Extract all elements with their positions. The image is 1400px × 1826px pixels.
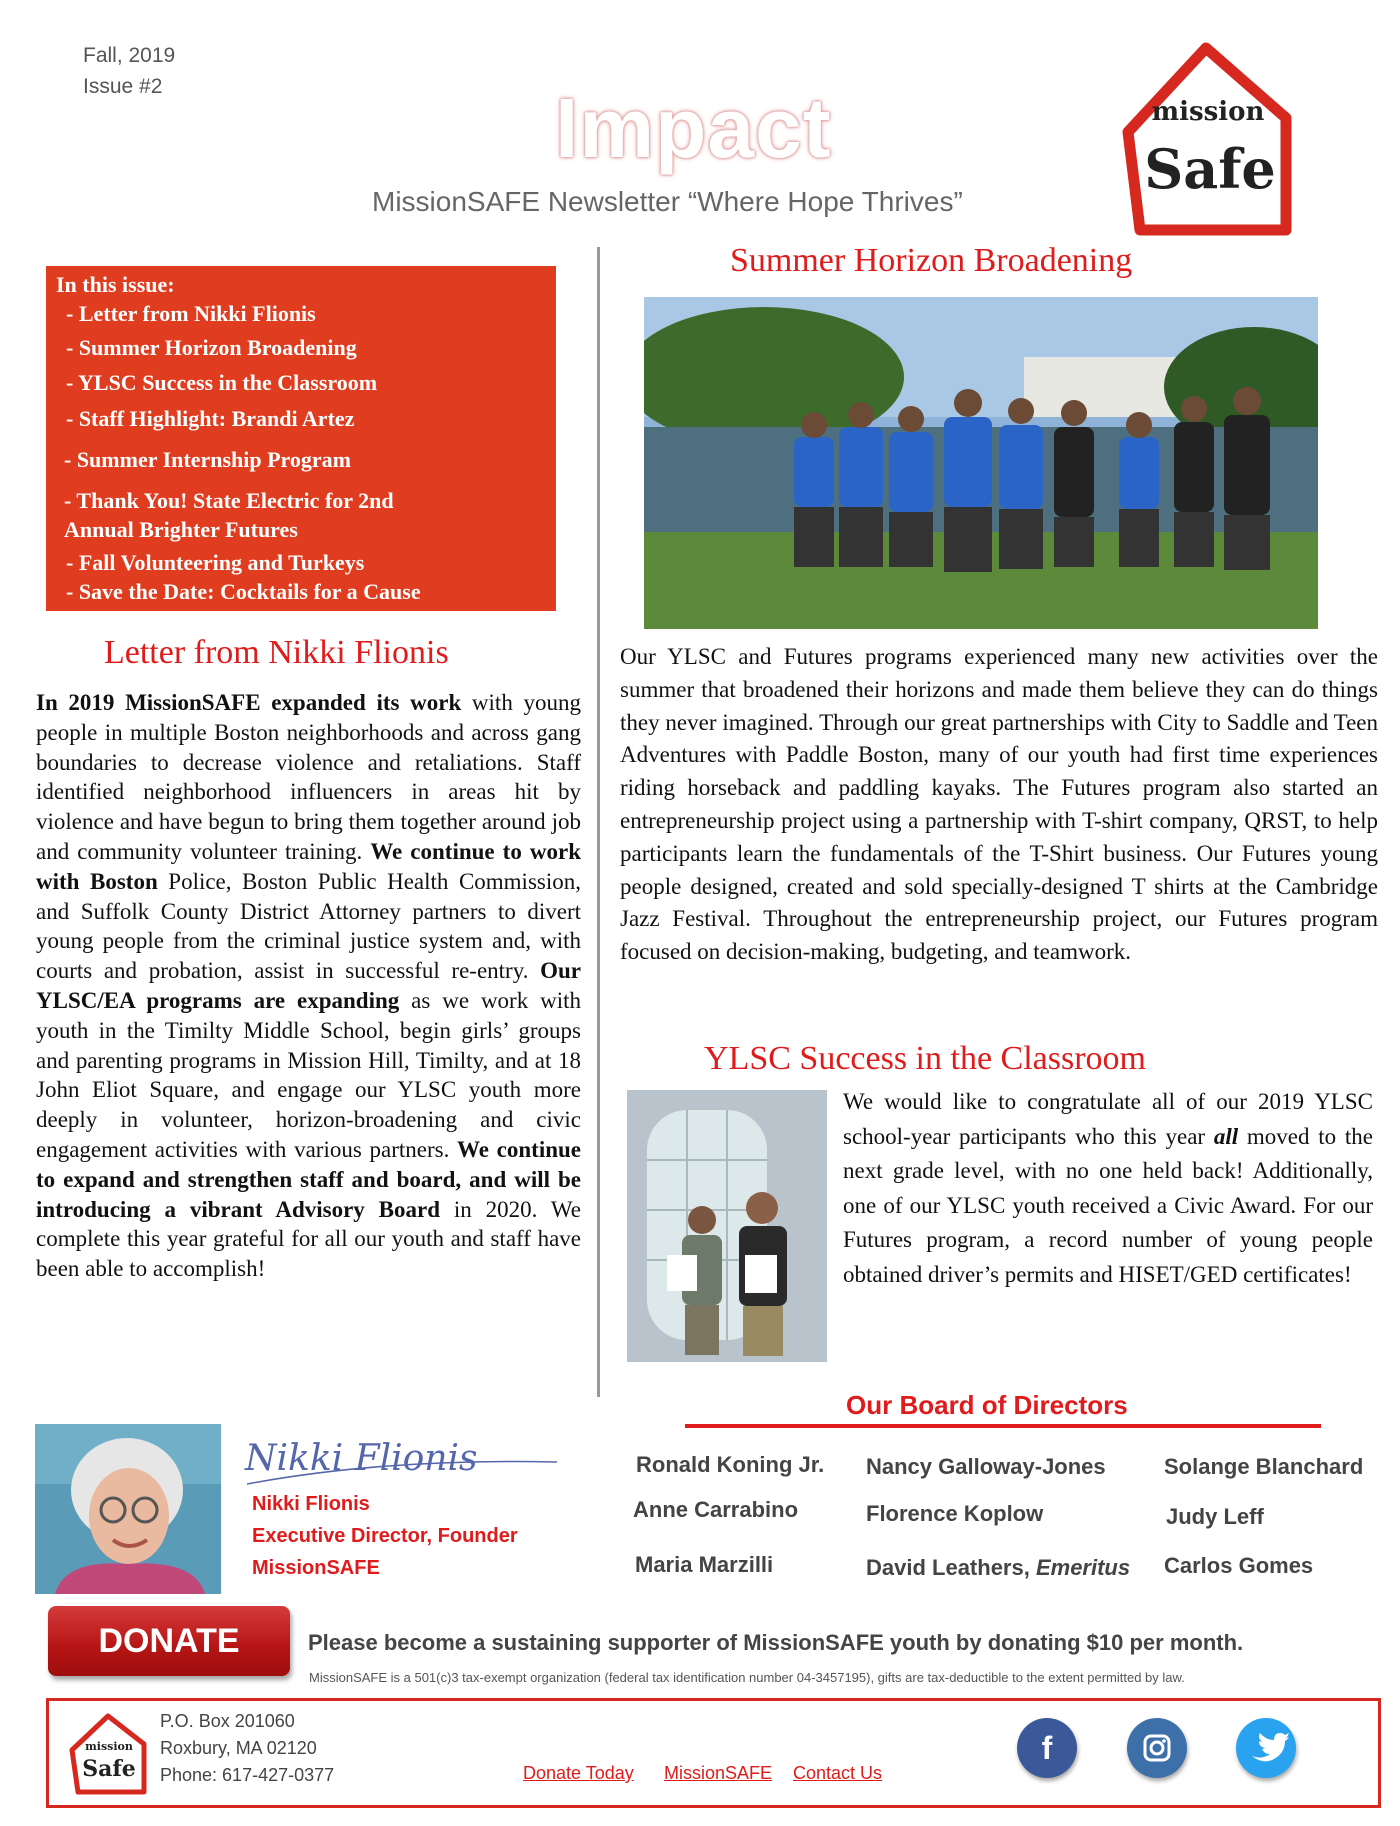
donate-appeal: Please become a sustaining supporter of MissionSAFE youth by donating $10 per month.: [308, 1630, 1244, 1655]
summer-heading: Summer Horizon Broadening: [730, 242, 1133, 279]
toc-item[interactable]: - YLSC Success in the Classroom: [66, 370, 378, 395]
board-member: [866, 1555, 1130, 1581]
season-label: Fall, 2019: [83, 44, 176, 67]
toc-item[interactable]: - Staff Highlight: Brandi Artez: [66, 406, 355, 431]
board-member: Carlos Gomes: [1164, 1553, 1314, 1578]
board-member: Solange Blanchard: [1164, 1454, 1364, 1479]
letter-bold-4: We continue to expand and strengthen staff and board, and will be introducing a vibrant Advisory Board: [36, 1136, 582, 1222]
summer-body: Our YLSC and Futures programs experienced many new activities over the summer that broadened their horizons and made them believe they can do things they never imagined. Through our great partnerships with City to Saddle and Teen Adventures with Paddle Boston, many of our youth had first time experiences riding horseback and paddling kayaks. The Futures program also started an entrepreneurship project using a partnership with T-shirt company, QRST, to help participants learn the fundamentals of the T-Shirt business. Our Futures young people designed, created and sold specially-designed T shirts at the Cambridge Jazz Festival. Throughout the entrepreneurship project, our Futures program focused on decision-making, budgeting, and teamwork.: [620, 644, 1378, 965]
toc-item[interactable]: - Letter from Nikki Flionis: [66, 301, 316, 326]
letter-text-1: with young people in multiple Boston neighborhoods and across gang boundaries to decrease violence and retaliations. Staff identified neighborhood influencers in areas hit by violence and have begun to bring them together around job and community volunteer training.: [36, 690, 581, 864]
address-line: P.O. Box 201060: [160, 1711, 295, 1731]
signer-name: Nikki Flionis: [252, 1493, 370, 1515]
footer-logo-text-mission: mission: [85, 1740, 133, 1753]
letter-heading: Letter from Nikki Flionis: [104, 634, 449, 671]
mailing-address: [160, 1708, 334, 1789]
signature-block: [252, 1488, 518, 1584]
ylsc-text-b: moved to the next grade level, with no one held back! Additionally, one of our YLSC youth received a Civic Award. For our Futures program, a record number of young people obtained driver’s permits and HISET/GED certificates!: [843, 1123, 1373, 1287]
in-this-issue-box: [46, 266, 556, 611]
letter-text-4: in 2020. We complete this year grateful for all our youth and staff have been able to accomplish!: [36, 1196, 581, 1282]
nikki-photo: [35, 1424, 221, 1594]
toc-item[interactable]: - Thank You! State Electric for 2nd: [64, 488, 394, 513]
board-member: Ronald Koning Jr.: [636, 1452, 825, 1477]
toc-item[interactable]: - Summer Horizon Broadening: [66, 335, 357, 360]
signer-title: Executive Director, Founder: [252, 1525, 518, 1547]
letter-bold-1: In 2019 MissionSAFE expanded its work: [36, 690, 462, 715]
contact-us-link[interactable]: Contact Us: [793, 1763, 883, 1783]
board-member: Judy Leff: [1166, 1504, 1264, 1529]
instagram-icon[interactable]: [1127, 1718, 1187, 1778]
footer-logo: [66, 1710, 150, 1798]
ylsc-body: [843, 1085, 1373, 1292]
issue-number: Issue #2: [83, 75, 163, 98]
letter-bold-2: We continue to work with Boston: [36, 838, 581, 894]
board-member: Anne Carrabino: [633, 1497, 799, 1522]
tax-exempt-notice: MissionSAFE is a 501(c)3 tax-exempt organization (federal tax identification number 04-3457195), gifts are tax-deductible to the extent permitted by law.: [309, 1670, 1185, 1685]
twitter-icon[interactable]: [1236, 1718, 1296, 1778]
toc-item-continued: Annual Brighter Futures: [64, 517, 298, 542]
letter-text-3: as we work with youth in the Timilty Middle School, begin girls’ groups and parenting programs in Mission Hill, Timilty, and at 18 John Eliot Square, and engage our YLSC youth more deeply in volunteer, horizon-broadening and civic engagement activities with various partners.: [36, 987, 581, 1162]
letter-body: [36, 688, 581, 1284]
donate-today-link[interactable]: Donate Today: [523, 1763, 634, 1783]
letter-bold-3: Our YLSC/EA programs are expanding: [36, 958, 581, 1013]
signer-org: MissionSAFE: [252, 1557, 380, 1579]
issue-info: [83, 40, 175, 102]
newsletter-title: Impact: [555, 81, 832, 175]
toc-item[interactable]: - Summer Internship Program: [64, 447, 352, 472]
board-member: Nancy Galloway-Jones: [866, 1454, 1106, 1479]
column-divider: [597, 247, 600, 1397]
logo-text-safe: Safe: [1144, 137, 1276, 201]
board-heading-rule: [685, 1424, 1321, 1428]
ylsc-text-a: We would like to congratulate all of our 2019 YLSC school-year participants who this year: [843, 1089, 1373, 1149]
board-member: Maria Marzilli: [635, 1552, 774, 1577]
logo-text-mission: mission: [1151, 97, 1265, 127]
toc-heading: In this issue:: [56, 272, 175, 297]
toc-item[interactable]: - Fall Volunteering and Turkeys: [66, 550, 365, 575]
facebook-icon[interactable]: f: [1017, 1718, 1077, 1778]
ylsc-heading: YLSC Success in the Classroom: [704, 1040, 1146, 1077]
missionsafe-logo: [1110, 40, 1302, 238]
signature-text: Nikki Flionis: [245, 1438, 478, 1479]
footer-logo-text-safe: Safe: [82, 1756, 136, 1782]
board-member: Florence Koplow: [866, 1501, 1044, 1526]
board-member-name: David Leathers,: [866, 1555, 1036, 1580]
group-photo: [644, 297, 1318, 629]
letter-text-2: Police, Boston Public Health Commission, and Suffolk County District Attorney partners to divert young people from the criminal justice system and, with courts and probation, assist in successful re-entry.: [36, 868, 581, 984]
donate-button[interactable]: DONATE: [48, 1606, 290, 1676]
toc-item[interactable]: - Save the Date: Cocktails for a Cause: [66, 579, 421, 604]
board-heading: Our Board of Directors: [846, 1390, 1128, 1420]
newsletter-tagline: MissionSAFE Newsletter “Where Hope Thrives”: [372, 186, 963, 217]
ylsc-emphasis: all: [1213, 1123, 1239, 1149]
missionsafe-link[interactable]: MissionSAFE: [664, 1763, 773, 1783]
address-line: Roxbury, MA 02120: [160, 1738, 317, 1758]
signature-graphic: [237, 1428, 559, 1490]
phone-line: Phone: 617-427-0377: [160, 1765, 335, 1785]
emeritus-label: Emeritus: [1035, 1555, 1131, 1580]
graduates-photo: [627, 1090, 827, 1362]
